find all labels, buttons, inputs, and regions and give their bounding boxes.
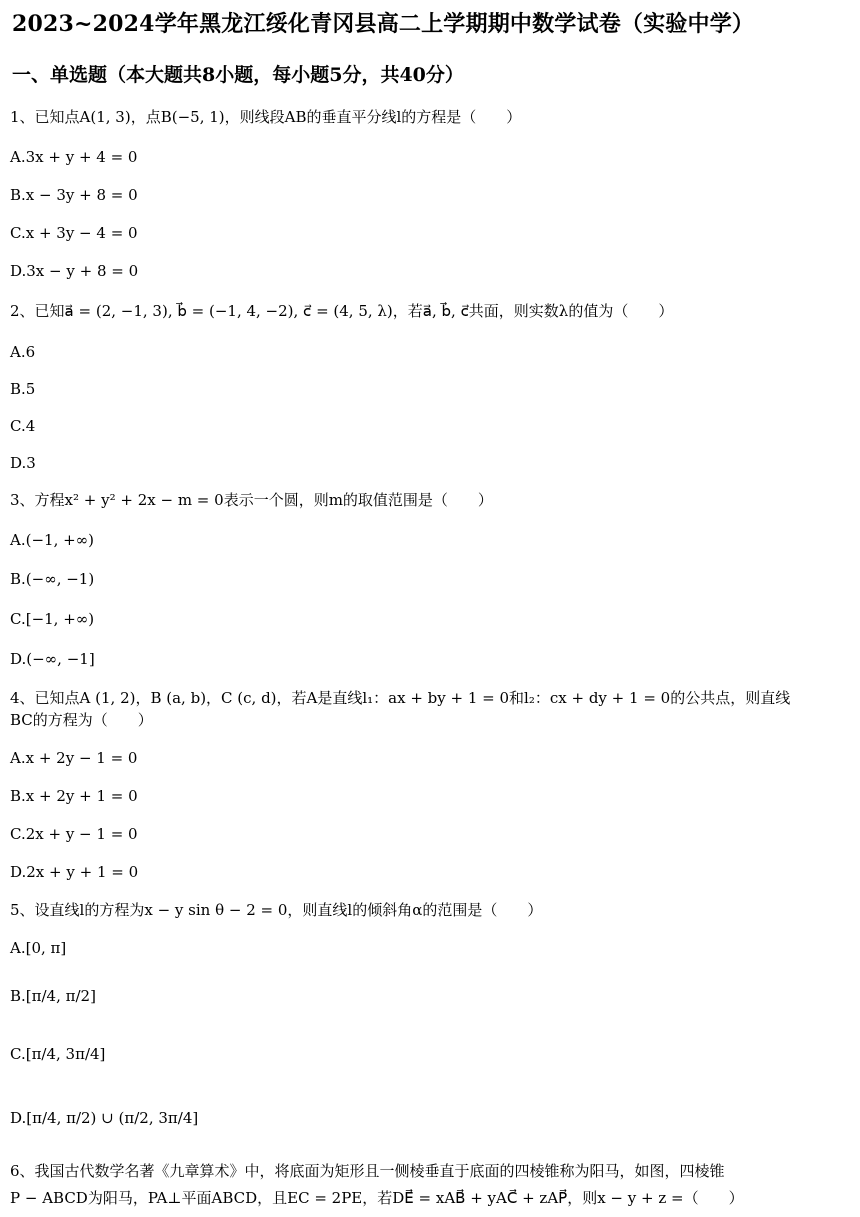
question-3-option-d: D.(−∞, −1] [10,650,95,668]
question-5-stem: 5、设直线l的方程为x − y sin θ − 2 = 0，则直线l的倾斜角α的范围是（ ） [10,901,543,919]
question-3-option-b: B.(−∞, −1) [10,570,95,588]
question-4-option-b: B.x + 2y + 1 = 0 [10,787,138,805]
question-5-option-b: B.[π/4, π/2] [10,987,96,1005]
question-2-option-a: A.6 [10,343,36,361]
question-4-option-a: A.x + 2y − 1 = 0 [10,749,138,767]
question-2-stem: 2、已知a⃗ = (2, −1, 3), b⃗ = (−1, 4, −2), c⃗ = (4, 5, λ)，若a⃗, b⃗, c⃗共面，则实数λ的值为（ ） [10,302,674,320]
question-1-option-b: B.x − 3y + 8 = 0 [10,186,138,204]
question-1-option-c: C.x + 3y − 4 = 0 [10,224,138,242]
question-5-option-a: A.[0, π] [10,939,67,957]
question-4-stem: 4、已知点A (1, 2)，B (a, b)，C (c, d)，若A是直线l₁：ax + by + 1 = 0和l₂：cx + dy + 1 = 0的公共点，则直线 [10,689,791,707]
question-5-option-d: D.[π/4, π/2) ∪ (π/2, 3π/4] [10,1109,199,1127]
question-5-option-c: C.[π/4, 3π/4] [10,1045,106,1063]
question-1-option-d: D.3x − y + 8 = 0 [10,262,139,280]
question-6-stem-continued: P − ABCD为阳马，PA⊥平面ABCD，且EC = 2PE，若DE⃗ = xAB⃗ + yAC⃗ + zAP⃗，则x − y + z =（ ） [10,1189,744,1207]
question-4-option-d: D.2x + y + 1 = 0 [10,863,139,881]
exam-title: 2023~2024学年黑龙江绥化青冈县高二上学期期中数学试卷（实验中学） [12,11,755,37]
section-heading: 一、单选题（本大题共8小题，每小题5分，共40分） [12,64,464,86]
question-2-option-c: C.4 [10,417,36,435]
question-4-option-c: C.2x + y − 1 = 0 [10,825,138,843]
question-3-option-a: A.(−1, +∞) [10,531,95,549]
question-4-stem-continued: BC的方程为（ ） [10,711,153,729]
question-6-stem: 6、我国古代数学名著《九章算术》中，将底面为矩形且一侧棱垂直于底面的四棱锥称为阳马，如图，四棱锥 [10,1162,725,1180]
question-3-option-c: C.[−1, +∞) [10,610,95,628]
question-2-option-b: B.5 [10,380,36,398]
question-2-option-d: D.3 [10,454,36,472]
question-3-stem: 3、方程x² + y² + 2x − m = 0表示一个圆，则m的取值范围是（ ） [10,491,493,509]
question-1-stem: 1、已知点A(1, 3)，点B(−5, 1)，则线段AB的垂直平分线l的方程是（ ） [10,108,522,126]
question-1-option-a: A.3x + y + 4 = 0 [10,148,138,166]
